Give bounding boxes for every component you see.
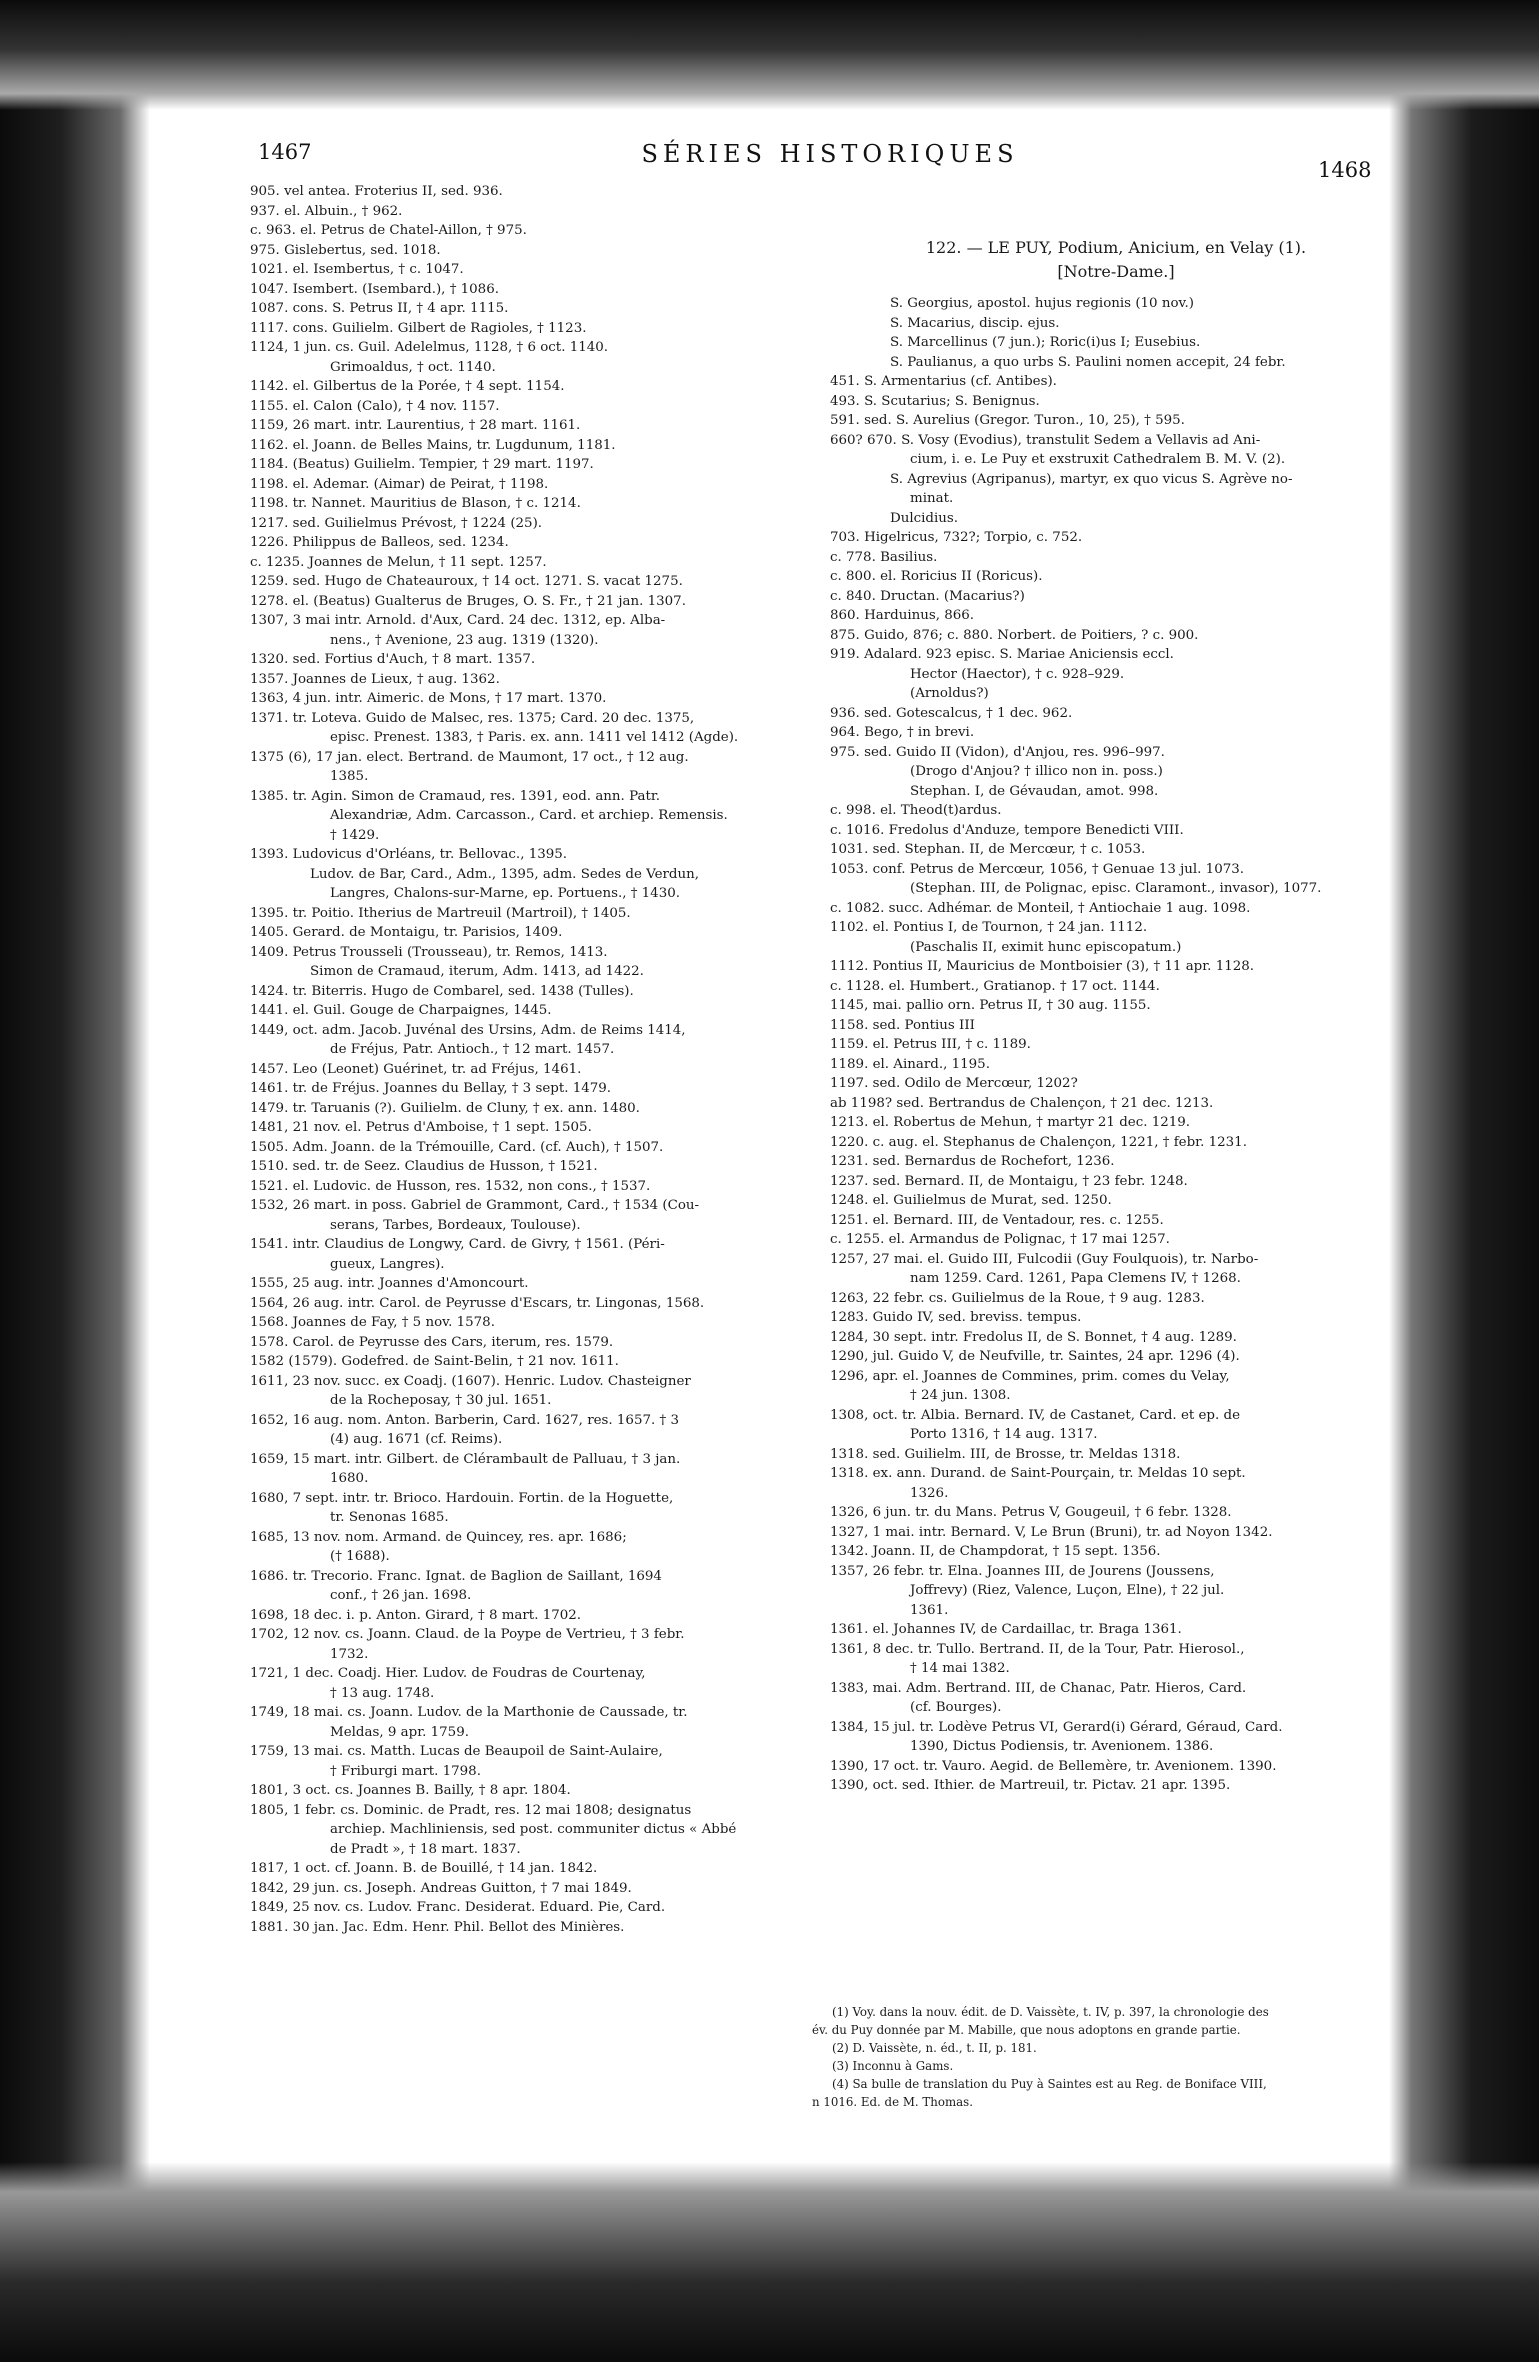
list-item: (Arnoldus?) — [910, 686, 989, 701]
list-item: 1112. Pontius II, Mauricius de Montboisier (3), † 11 apr. 1128. — [830, 959, 1255, 974]
page-number-right: 1468 — [1318, 158, 1372, 182]
list-item: 1441. el. Guil. Gouge de Charpaignes, 1445. — [250, 1003, 552, 1018]
list-item: Alexandriæ, Adm. Carcasson., Card. et archiep. Remensis. — [330, 808, 728, 823]
list-item: 1117. cons. Guilielm. Gilbert de Ragioles, † 1123. — [250, 320, 587, 336]
left-column — [250, 182, 830, 1937]
list-item: c. 963. el. Petrus de Chatel-Aillon, † 975. — [250, 223, 527, 238]
list-item: 1307, 3 mai intr. Arnold. d'Aux, Card. 24 dec. 1312, ep. Alba- — [250, 613, 666, 628]
list-item: 1047. Isembert. (Isembard.), † 1086. — [250, 281, 499, 297]
list-item: 1371. tr. Loteva. Guido de Malsec, res. 1375; Card. 20 dec. 1375, — [250, 710, 695, 726]
list-item: 964. Bego, † in brevi. — [830, 725, 975, 740]
list-item: 1031. sed. Stephan. II, de Mercœur, † c. 1053. — [830, 842, 1146, 857]
list-item: 936. sed. Gotescalcus, † 1 dec. 962. — [830, 705, 1073, 721]
footnote-line: év. du Puy donnée par M. Mabille, que nous adoptons en grande partie. — [812, 2023, 1241, 2037]
list-item: Stephan. I, de Gévaudan, amot. 998. — [910, 783, 1159, 799]
list-item: 1363, 4 jun. intr. Aimeric. de Mons, † 17 mart. 1370. — [250, 691, 607, 706]
list-item: 875. Guido, 876; c. 880. Norbert. de Poitiers, ? c. 900. — [830, 627, 1199, 643]
list-item: 1257, 27 mai. el. Guido III, Fulcodii (Guy Foulquois), tr. Narbo- — [830, 1251, 1259, 1267]
list-item: † 14 mai 1382. — [910, 1661, 1010, 1676]
list-item: 1759, 13 mai. cs. Matth. Lucas de Beaupoil de Saint-Aulaire, — [250, 1744, 663, 1759]
list-item: 1158. sed. Pontius III — [830, 1017, 975, 1033]
list-item: 1184. (Beatus) Guilielm. Tempier, † 29 mart. 1197. — [250, 457, 594, 472]
list-item: 1124, 1 jun. cs. Guil. Adelelmus, 1128, † 6 oct. 1140. — [250, 340, 609, 355]
list-item: S. Macarius, discip. ejus. — [890, 315, 1060, 331]
list-item: 1685, 13 nov. nom. Armand. de Quincey, res. apr. 1686; — [250, 1529, 627, 1545]
list-item: gueux, Langres). — [330, 1256, 445, 1272]
list-item: 1198. tr. Nannet. Mauritius de Blason, † c. 1214. — [250, 496, 581, 511]
scan-shadow-top — [0, 0, 1539, 110]
list-item: de la Rocheposay, † 30 jul. 1651. — [330, 1393, 552, 1408]
list-item: 1145, mai. pallio orn. Petrus II, † 30 aug. 1155. — [830, 998, 1151, 1013]
list-item: 1102. el. Pontius I, de Tournon, † 24 jan. 1112. — [830, 920, 1148, 935]
list-item: 1053. conf. Petrus de Mercœur, 1056, † Genuae 13 jul. 1073. — [830, 861, 1245, 877]
list-item: S. Marcellinus (7 jun.); Roric(i)us I; Eusebius. — [890, 335, 1201, 350]
list-item: Joffrevy) (Riez, Valence, Luçon, Elne), † 22 jul. — [910, 1583, 1225, 1598]
list-item: 1155. el. Calon (Calo), † 4 nov. 1157. — [250, 398, 500, 414]
list-item: 1357, 26 febr. tr. Elna. Joannes III, de Jourens (Joussens, — [830, 1563, 1215, 1579]
list-item: 919. Adalard. 923 episc. S. Mariae Aniciensis eccl. — [830, 647, 1174, 662]
list-item: 1296, apr. el. Joannes de Commines, prim. comes du Velay, — [830, 1368, 1230, 1384]
list-item: 1732. — [330, 1646, 369, 1662]
footnote-line: (3) Inconnu à Gams. — [832, 2059, 954, 2073]
list-item: 1481, 21 nov. el. Petrus d'Amboise, † 1 sept. 1505. — [250, 1120, 592, 1135]
list-item: c. 1235. Joannes de Melun, † 11 sept. 1257. — [250, 554, 547, 570]
list-item: 1698, 18 dec. i. p. Anton. Girard, † 8 mart. 1702. — [250, 1607, 582, 1623]
list-item: S. Agrevius (Agripanus), martyr, ex quo vicus S. Agrève no- — [890, 471, 1293, 487]
list-item: 1278. el. (Beatus) Gualterus de Bruges, O. S. Fr., † 21 jan. 1307. — [250, 593, 686, 609]
list-item: c. 1016. Fredolus d'Anduze, tempore Benedicti VIII. — [830, 822, 1184, 838]
list-item: 975. sed. Guido II (Vidon), d'Anjou, res. 996–997. — [830, 744, 1165, 760]
list-item: 1327, 1 mai. intr. Bernard. V, Le Brun (Bruni), tr. ad Noyon 1342. — [830, 1524, 1273, 1540]
list-item: 1817, 1 oct. cf. Joann. B. de Bouillé, † 14 jan. 1842. — [250, 1861, 598, 1876]
list-item: 1659, 15 mart. intr. Gilbert. de Clérambault de Palluau, † 3 jan. — [250, 1451, 681, 1467]
list-item: 1390, oct. sed. Ithier. de Martreuil, tr. Pictav. 21 apr. 1395. — [830, 1778, 1231, 1793]
list-item: 1424. tr. Biterris. Hugo de Combarel, sed. 1438 (Tulles). — [250, 983, 634, 999]
list-item: de Fréjus, Patr. Antioch., † 12 mart. 1457. — [330, 1042, 615, 1057]
list-item: 1361, 8 dec. tr. Tullo. Bertrand. II, de la Tour, Patr. Hierosol., — [830, 1641, 1245, 1657]
list-item: c. 840. Dructan. (Macarius?) — [830, 588, 1025, 604]
section-heading: 122. — LE PUY, Podium, Anicium, en Velay (1). — [925, 238, 1307, 257]
list-item: archiep. Machliniensis, sed post. communiter dictus « Abbé — [330, 1822, 737, 1837]
list-item: 1849, 25 nov. cs. Ludov. Franc. Desiderat. Eduard. Pie, Card. — [250, 1900, 666, 1915]
list-item: Simon de Cramaud, iterum, Adm. 1413, ad 1422. — [310, 964, 644, 979]
list-item: 1702, 12 nov. cs. Joann. Claud. de la Poype de Vertrieu, † 3 febr. — [250, 1627, 685, 1642]
list-item: 1457. Leo (Leonet) Guérinet, tr. ad Fréjus, 1461. — [250, 1061, 582, 1077]
list-item: 1361. — [910, 1602, 949, 1618]
list-item: S. Paulianus, a quo urbs S. Paulini nomen accepit, 24 febr. — [890, 354, 1286, 370]
list-item: 1342. Joann. II, de Champdorat, † 15 sept. 1356. — [830, 1544, 1161, 1559]
list-item: 1220. c. aug. el. Stephanus de Chalençon, 1221, † febr. 1231. — [830, 1134, 1247, 1150]
list-item: (Stephan. III, de Polignac, episc. Claramont., invasor), 1077. — [910, 881, 1322, 896]
list-item: 1326, 6 jun. tr. du Mans. Petrus V, Gougeuil, † 6 febr. 1328. — [830, 1505, 1232, 1520]
list-item: 1390, Dictus Podiensis, tr. Avenionem. 1386. — [910, 1739, 1214, 1754]
list-item: 1021. el. Isembertus, † c. 1047. — [250, 262, 464, 277]
list-item: 1541. intr. Claudius de Longwy, Card. de Givry, † 1561. (Péri- — [250, 1237, 665, 1252]
list-item: cium, i. e. Le Puy et exstruxit Cathedralem B. M. V. (2). — [910, 452, 1286, 467]
list-item: c. 998. el. Theod(t)ardus. — [830, 803, 1002, 818]
list-item: 1198. el. Ademar. (Aimar) de Peirat, † 1198. — [250, 476, 549, 492]
list-item: 1686. tr. Trecorio. Franc. Ignat. de Baglion de Saillant, 1694 — [250, 1568, 662, 1584]
list-item: 1361. el. Johannes IV, de Cardaillac, tr. Braga 1361. — [830, 1622, 1182, 1637]
list-item: † 13 aug. 1748. — [330, 1685, 435, 1701]
list-item: 1680. — [330, 1471, 369, 1486]
list-item: 1318. ex. ann. Durand. de Saint-Pourçain, tr. Meldas 10 sept. — [830, 1466, 1246, 1481]
list-item: Ludov. de Bar, Card., Adm., 1395, adm. Sedes de Verdun, — [310, 866, 700, 882]
list-item: † 24 jun. 1308. — [910, 1388, 1011, 1403]
list-item: 1259. sed. Hugo de Chateauroux, † 14 oct. 1271. S. vacat 1275. — [250, 574, 683, 589]
list-item: Hector (Haector), † c. 928–929. — [910, 666, 1125, 682]
list-item: 1721, 1 dec. Coadj. Hier. Ludov. de Foudras de Courtenay, — [250, 1666, 646, 1681]
list-item: 451. S. Armentarius (cf. Antibes). — [830, 374, 1057, 389]
list-item: 1521. el. Ludovic. de Husson, res. 1532, non cons., † 1537. — [250, 1178, 651, 1194]
list-item: 1384, 15 jul. tr. Lodève Petrus VI, Gerard(i) Gérard, Géraud, Card. — [830, 1719, 1283, 1735]
footnote-line: (1) Voy. dans la nouv. édit. de D. Vaissète, t. IV, p. 397, la chronologie des — [832, 2005, 1269, 2019]
list-item: c. 1082. succ. Adhémar. de Monteil, † Antiochaie 1 aug. 1098. — [830, 900, 1251, 916]
list-item: Dulcidius. — [890, 510, 959, 526]
list-item: 1308, oct. tr. Albia. Bernard. IV, de Castanet, Card. et ep. de — [830, 1407, 1241, 1423]
list-item: ab 1198? sed. Bertrandus de Chalençon, † 21 dec. 1213. — [830, 1095, 1214, 1111]
list-item: 1162. el. Joann. de Belles Mains, tr. Lugdunum, 1181. — [250, 437, 616, 453]
list-item: (cf. Bourges). — [910, 1700, 1002, 1715]
list-item: serans, Tarbes, Bordeaux, Toulouse). — [330, 1217, 581, 1233]
list-item: 1189. el. Ainard., 1195. — [830, 1056, 990, 1072]
list-item: 1449, oct. adm. Jacob. Juvénal des Ursins, Adm. de Reims 1414, — [250, 1022, 686, 1038]
list-item: 1217. sed. Guilielmus Prévost, † 1224 (25). — [250, 515, 543, 531]
list-item: 1159. el. Petrus III, † c. 1189. — [830, 1037, 1031, 1052]
list-item: 1142. el. Gilbertus de la Porée, † 4 sept. 1154. — [250, 379, 565, 394]
list-item: 1383, mai. Adm. Bertrand. III, de Chanac, Patr. Hieros, Card. — [830, 1680, 1247, 1696]
list-item: 1251. el. Bernard. III, de Ventadour, res. c. 1255. — [830, 1212, 1164, 1228]
list-item: 1231. sed. Bernardus de Rochefort, 1236. — [830, 1154, 1115, 1169]
list-item: 1881. 30 jan. Jac. Edm. Henr. Phil. Bellot des Minières. — [250, 1919, 625, 1935]
list-item: 860. Harduinus, 866. — [830, 608, 975, 623]
list-item: episc. Prenest. 1383, † Paris. ex. ann. 1411 vel 1412 (Agde). — [330, 730, 739, 745]
list-item: 1213. el. Robertus de Mehun, † martyr 21 dec. 1219. — [830, 1115, 1191, 1130]
list-item: 1159, 26 mart. intr. Laurentius, † 28 mart. 1161. — [250, 418, 581, 433]
footnote-line: (4) Sa bulle de translation du Puy à Saintes est au Reg. de Boniface VIII, — [832, 2077, 1267, 2091]
list-item: † 1429. — [330, 827, 380, 843]
list-item: 1318. sed. Guilielm. III, de Brosse, tr. Meldas 1318. — [830, 1446, 1181, 1462]
section-subheading: [Notre-Dame.] — [1057, 262, 1175, 281]
list-item: c. 800. el. Roricius II (Roricus). — [830, 569, 1043, 584]
list-item: (4) aug. 1671 (cf. Reims). — [330, 1432, 503, 1447]
list-item: 1087. cons. S. Petrus II, † 4 apr. 1115. — [250, 301, 509, 316]
list-item: S. Georgius, apostol. hujus regionis (10 nov.) — [890, 296, 1194, 311]
list-item: tr. Senonas 1685. — [330, 1510, 449, 1525]
list-item: 1395. tr. Poitio. Itherius de Martreuil (Martroil), † 1405. — [250, 905, 631, 921]
list-item: 1842, 29 jun. cs. Joseph. Andreas Guitton, † 7 mai 1849. — [250, 1880, 632, 1896]
list-item: c. 1128. el. Humbert., Gratianop. † 17 oct. 1144. — [830, 978, 1160, 994]
list-item: Porto 1316, † 14 aug. 1317. — [910, 1427, 1098, 1442]
list-item: nens., † Avenione, 23 aug. 1319 (1320). — [330, 632, 599, 648]
list-item: conf., † 26 jan. 1698. — [330, 1588, 472, 1603]
list-item: 591. sed. S. Aurelius (Gregor. Turon., 10, 25), † 595. — [830, 413, 1185, 428]
list-item: 1555, 25 aug. intr. Joannes d'Amoncourt. — [250, 1276, 529, 1291]
list-item: 1505. Adm. Joann. de la Trémouille, Card. (cf. Auch), † 1507. — [250, 1139, 664, 1155]
list-item: 1582 (1579). Godefred. de Saint-Belin, † 21 nov. 1611. — [250, 1354, 619, 1369]
list-item: 975. Gislebertus, sed. 1018. — [250, 242, 441, 258]
list-item: 1326. — [910, 1485, 949, 1501]
list-item: 1284, 30 sept. intr. Fredolus II, de S. Bonnet, † 4 aug. 1289. — [830, 1329, 1237, 1345]
list-item: 1405. Gerard. de Montaigu, tr. Parisios, 1409. — [250, 925, 563, 940]
list-item: 1805, 1 febr. cs. Dominic. de Pradt, res. 12 mai 1808; designatus — [250, 1802, 692, 1818]
list-item: (Paschalis II, eximit hunc episcopatum.) — [910, 939, 1182, 955]
list-item: 1197. sed. Odilo de Mercœur, 1202? — [830, 1076, 1078, 1091]
list-item: 660? 670. S. Vosy (Evodius), transtulit Sedem a Vellavis ad Ani- — [830, 432, 1261, 448]
list-item: 1390, 17 oct. tr. Vauro. Aegid. de Bellemère, tr. Avenionem. 1390. — [830, 1758, 1277, 1774]
list-item: minat. — [910, 491, 954, 506]
list-item: 1578. Carol. de Peyrusse des Cars, iterum, res. 1579. — [250, 1334, 614, 1350]
list-item: Langres, Chalons-sur-Marne, ep. Portuens., † 1430. — [330, 886, 680, 901]
list-item: Grimoaldus, † oct. 1140. — [330, 359, 496, 375]
list-item: c. 1255. el. Armandus de Polignac, † 17 mai 1257. — [830, 1232, 1170, 1247]
list-item: 1385. — [330, 769, 369, 784]
list-item: 1510. sed. tr. de Seez. Claudius de Husson, † 1521. — [250, 1159, 598, 1174]
list-item: 1749, 18 mai. cs. Joann. Ludov. de la Marthonie de Caussade, tr. — [250, 1705, 688, 1720]
list-item: de Pradt », † 18 mart. 1837. — [330, 1841, 521, 1857]
list-item: 1375 (6), 17 jan. elect. Bertrand. de Maumont, 17 oct., † 12 aug. — [250, 749, 689, 765]
list-item: 1226. Philippus de Balleos, sed. 1234. — [250, 535, 509, 550]
list-item: 1461. tr. de Fréjus. Joannes du Bellay, † 3 sept. 1479. — [250, 1081, 612, 1096]
scan-shadow-right — [1389, 0, 1539, 2362]
list-item: 1680, 7 sept. intr. tr. Brioco. Hardouin. Fortin. de la Hoguette, — [250, 1490, 674, 1506]
list-item: 1652, 16 aug. nom. Anton. Barberin, Card. 1627, res. 1657. † 3 — [250, 1412, 679, 1428]
list-item: 1283. Guido IV, sed. breviss. tempus. — [830, 1310, 1082, 1325]
scan-shadow-bottom — [0, 2162, 1539, 2362]
list-item: (Drogo d'Anjou? † illico non in. poss.) — [910, 764, 1163, 779]
list-item: 905. vel antea. Froterius II, sed. 936. — [250, 184, 503, 199]
list-item: 1393. Ludovicus d'Orléans, tr. Bellovac., 1395. — [250, 847, 568, 862]
list-item: 1564, 26 aug. intr. Carol. de Peyrusse d'Escars, tr. Lingonas, 1568. — [250, 1295, 705, 1311]
footnote-line: n 1016. Ed. de M. Thomas. — [812, 2095, 973, 2109]
list-item: 1385. tr. Agin. Simon de Cramaud, res. 1391, eod. ann. Patr. — [250, 788, 661, 804]
list-item: c. 778. Basilius. — [830, 549, 938, 565]
list-item: 1248. el. Guilielmus de Murat, sed. 1250. — [830, 1193, 1112, 1208]
footnotes — [812, 2003, 1352, 2111]
list-item: 1801, 3 oct. cs. Joannes B. Bailly, † 8 apr. 1804. — [250, 1783, 571, 1798]
list-item: 1290, jul. Guido V, de Neufville, tr. Saintes, 24 apr. 1296 (4). — [830, 1349, 1240, 1364]
list-item: Meldas, 9 apr. 1759. — [330, 1724, 469, 1740]
list-item: 937. el. Albuin., † 962. — [250, 203, 403, 219]
right-column-list — [830, 294, 1362, 1796]
list-item: 703. Higelricus, 732?; Torpio, c. 752. — [830, 530, 1083, 545]
list-item: † Friburgi mart. 1798. — [330, 1763, 481, 1779]
right-column — [830, 236, 1362, 1796]
list-item: 493. S. Scutarius; S. Benignus. — [830, 393, 1040, 409]
list-item: 1263, 22 febr. cs. Guilielmus de la Roue, † 9 aug. 1283. — [830, 1290, 1205, 1306]
list-item: 1357. Joannes de Lieux, † aug. 1362. — [250, 671, 500, 687]
list-item: 1611, 23 nov. succ. ex Coadj. (1607). Henric. Ludov. Chasteigner — [250, 1373, 691, 1389]
running-title: SÉRIES HISTORIQUES — [641, 140, 1019, 168]
page-number-left: 1467 — [258, 140, 312, 164]
list-item: († 1688). — [330, 1549, 390, 1564]
footnote-line: (2) D. Vaissète, n. éd., t. II, p. 181. — [832, 2041, 1037, 2055]
list-item: 1237. sed. Bernard. II, de Montaigu, † 23 febr. 1248. — [830, 1173, 1188, 1189]
list-item: 1568. Joannes de Fay, † 5 nov. 1578. — [250, 1315, 495, 1330]
list-item: 1479. tr. Taruanis (?). Guilielm. de Cluny, † ex. ann. 1480. — [250, 1100, 640, 1116]
list-item: 1532, 26 mart. in poss. Gabriel de Grammont, Card., † 1534 (Cou- — [250, 1198, 700, 1213]
list-item: nam 1259. Card. 1261, Papa Clemens IV, † 1268. — [910, 1271, 1241, 1286]
list-item: 1320. sed. Fortius d'Auch, † 8 mart. 1357. — [250, 652, 536, 667]
scan-shadow-left — [0, 0, 150, 2362]
list-item: 1409. Petrus Trousseli (Trousseau), tr. Remos, 1413. — [250, 944, 608, 960]
